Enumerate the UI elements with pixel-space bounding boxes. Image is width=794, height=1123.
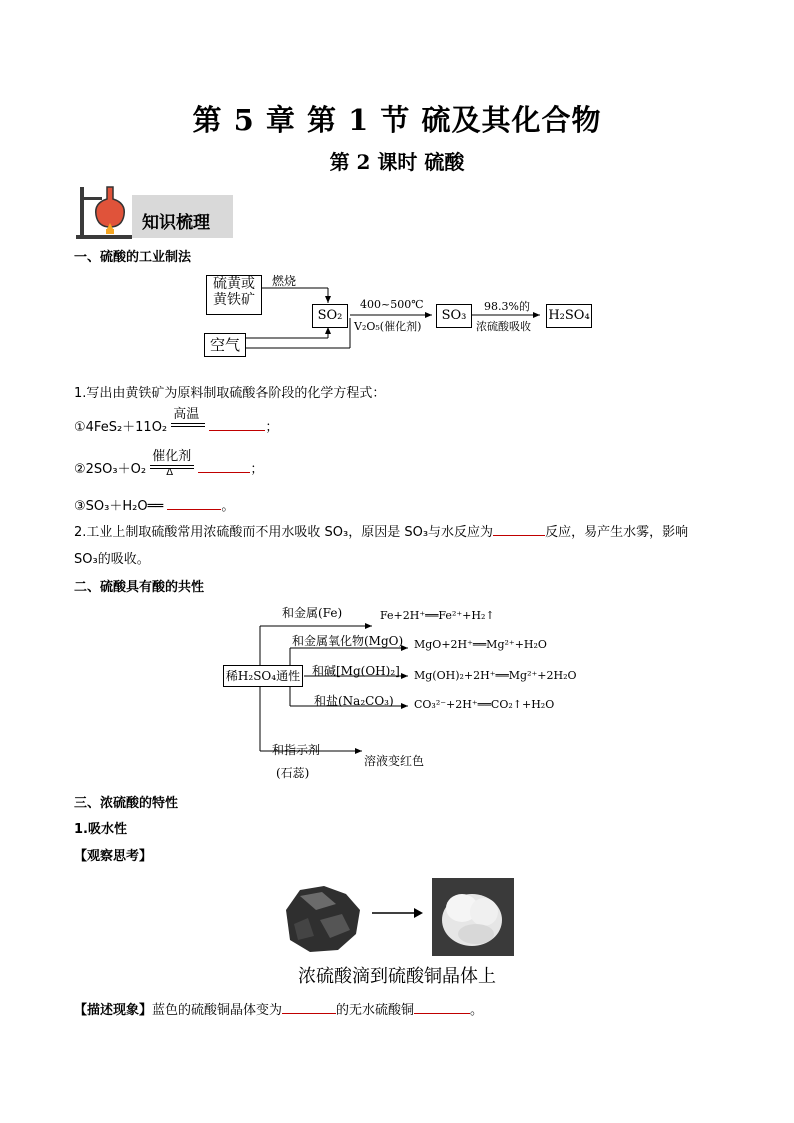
page-subtitle: 第 2 课时 硫酸 [329, 150, 465, 174]
temp-label: 400~500℃ [360, 298, 424, 311]
blue-crystal-photo [280, 880, 364, 956]
equation-3-blank[interactable] [167, 497, 221, 510]
burn-label: 燃烧 [272, 274, 297, 288]
branch-label-base: 和碱[Mg(OH)₂] [312, 664, 400, 678]
absorb-top-label: 98.3%的 [484, 300, 530, 313]
equation-1-condition [171, 407, 205, 431]
describe-blank-1[interactable] [282, 1001, 336, 1014]
ore-label-2: 黄铁矿 [213, 292, 255, 309]
equation-2-end: ； [250, 462, 264, 477]
branch-label-oxide: 和金属氧化物(MgO) [292, 634, 404, 648]
branch-label-indicator-2: (石蕊) [276, 766, 310, 780]
section-heading-3: 三、浓硫酸的特性 [74, 796, 179, 811]
describe-text-a: 蓝色的硫酸铜晶体变为 [152, 1003, 283, 1018]
page-title: 第 5 章 第 1 节 硫及其化合物 [192, 103, 602, 137]
question-2 [74, 521, 688, 540]
equation-3-reactants: ③SO₃＋H₂O══ [74, 499, 164, 514]
photo-caption: 浓硫酸滴到硫酸铜晶体上 [298, 966, 496, 987]
flow-box-so2: SO₂ [312, 304, 348, 328]
branch-result-base: Mg(OH)₂+2H⁺══Mg²⁺+2H₂O [414, 669, 577, 682]
absorb-bottom-label: 浓硫酸吸收 [476, 320, 531, 333]
equation-1-blank[interactable] [209, 418, 265, 431]
equation-3-end: 。 [221, 499, 235, 514]
equation-2-blank[interactable] [198, 460, 250, 473]
ore-label-1: 硫黄或 [213, 276, 255, 292]
subsection-absorbency: 1.吸水性 [74, 822, 127, 837]
equation-2 [74, 449, 264, 478]
branch-label-indicator: 和指示剂 [272, 743, 321, 757]
branch-result-metal: Fe+2H⁺══Fe²⁺+H₂↑ [380, 609, 495, 622]
describe-label: 【描述现象】 [74, 1003, 153, 1018]
branch-result-salt: CO₃²⁻+2H⁺══CO₂↑+H₂O [414, 698, 555, 711]
lab-apparatus-icon [74, 183, 136, 241]
flow-box-so3: SO₃ [436, 304, 472, 328]
question-2-blank[interactable] [493, 523, 545, 536]
equation-1-reactants: ①4FeS₂＋11O₂ [74, 420, 168, 435]
flow-box-air: 空气 [204, 333, 246, 357]
branch-label-salt: 和盐(Na₂CO₃) [314, 694, 394, 708]
observe-label: 【观察思考】 [74, 849, 153, 864]
flow-box-ore [206, 275, 262, 315]
describe-text-b: 的无水硫酸铜 [336, 1003, 415, 1018]
question-2-line2: SO₃的吸收。 [74, 552, 150, 567]
arrow-icon [372, 907, 424, 919]
branch-result-indicator: 溶液变红色 [364, 754, 425, 768]
describe-phenomenon [74, 999, 483, 1018]
white-powder-photo [432, 878, 514, 956]
branch-label-metal: 和金属(Fe) [282, 606, 343, 620]
knowledge-banner-label: 知识梳理 [142, 213, 210, 233]
equation-2-condition-bottom: Δ [166, 467, 174, 478]
describe-text-c: 。 [470, 1003, 484, 1018]
equation-2-condition-top: 催化剂 [152, 449, 192, 464]
equation-2-reactants: ②2SO₃＋O₂ [74, 462, 147, 477]
question-2-text-b: 反应，易产生水雾，影响 [545, 525, 689, 540]
describe-blank-2[interactable] [414, 1001, 470, 1014]
branch-result-oxide: MgO+2H⁺══Mg²⁺+H₂O [414, 638, 547, 651]
question-1: 1.写出由黄铁矿为原料制取硫酸各阶段的化学方程式： [74, 386, 386, 401]
catalyst-label: V₂O₅(催化剂) [354, 320, 422, 333]
equation-3 [74, 495, 234, 514]
flow-box-h2so4: H₂SO₄ [546, 304, 592, 328]
equation-1 [74, 407, 279, 435]
acid-root-box: 稀H₂SO₄通性 [223, 665, 303, 687]
equation-1-end: ； [265, 420, 279, 435]
equation-2-condition [150, 449, 194, 478]
section-heading-2: 二、硫酸具有酸的共性 [74, 580, 205, 595]
section-heading-1: 一、硫酸的工业制法 [74, 250, 192, 265]
equation-1-condition-text: 高温 [173, 407, 200, 422]
question-2-text-a: 2.工业上制取硫酸常用浓硫酸而不用水吸收 SO₃，原因是 SO₃与水反应为 [74, 525, 494, 540]
